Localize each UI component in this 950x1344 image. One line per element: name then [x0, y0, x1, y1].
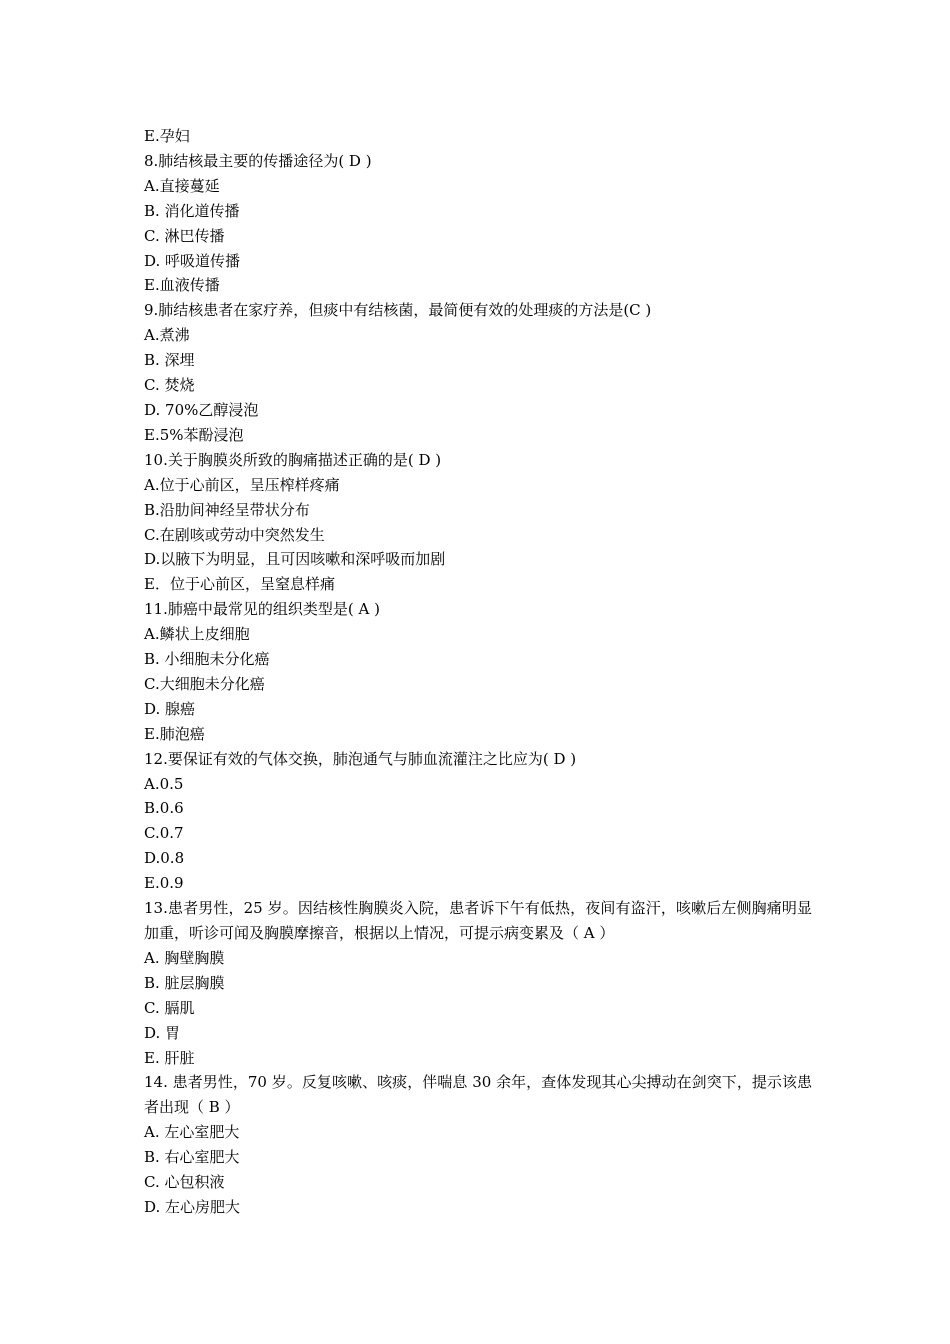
question-text: 12.要保证有效的气体交换，肺泡通气与肺血流灌注之比应为( D ) — [144, 749, 577, 768]
option-text: D. 呼吸道传播 — [144, 251, 241, 270]
option-text: C. 淋巴传播 — [144, 226, 225, 245]
question-text: 10.关于胸膜炎所致的胸痛描述正确的是( D ) — [144, 450, 442, 469]
document-page — [144, 124, 812, 1220]
option-text: A.0.5 — [144, 774, 184, 793]
option-text: E.肺泡癌 — [144, 724, 205, 743]
option-text: A. 左心室肥大 — [144, 1123, 240, 1142]
option-text: A.直接蔓延 — [144, 176, 220, 195]
option-text: A.煮沸 — [144, 326, 190, 345]
option-text: D.以腋下为明显，且可因咳嗽和深呼吸而加剧 — [144, 550, 446, 569]
option-text: C.0.7 — [144, 824, 184, 843]
question-text: 8.肺结核最主要的传播途径为( D ) — [144, 151, 372, 170]
option-text: E．位于心前区，呈窒息样痛 — [144, 575, 335, 594]
option-text: C.大细胞未分化癌 — [144, 674, 265, 693]
option-text: C. 焚烧 — [144, 376, 195, 395]
option-text: B.0.6 — [144, 799, 184, 818]
option-text: D.0.8 — [144, 849, 185, 868]
option-text: A.位于心前区，呈压榨样疼痛 — [144, 475, 340, 494]
option-text: E.5%苯酚浸泡 — [144, 425, 244, 444]
option-text: E.0.9 — [144, 874, 184, 893]
option-text: A. 胸壁胸膜 — [144, 948, 225, 967]
question-text: 9.肺结核患者在家疗养，但痰中有结核菌，最简便有效的处理痰的方法是(C ) — [144, 301, 652, 320]
option-text: E. 肝脏 — [144, 1048, 195, 1067]
option-text: D. 胃 — [144, 1023, 181, 1042]
option-text: A.鳞状上皮细胞 — [144, 625, 250, 644]
question-text: 13.患者男性，25 岁。因结核性胸膜炎入院，患者诉下午有低热，夜间有盗汗，咳嗽后左侧胸痛明显加重，听诊可闻及胸膜摩擦音，根据以上情况，可提示病变累及（ A ） — [144, 899, 812, 942]
option-text: B. 深埋 — [144, 351, 195, 370]
option-text: D. 左心房肥大 — [144, 1197, 241, 1216]
option-text: C. 心包积液 — [144, 1173, 225, 1192]
option-text: B.沿肋间神经呈带状分布 — [144, 500, 310, 519]
option-text: B. 右心室肥大 — [144, 1148, 240, 1167]
question-text: 14. 患者男性，70 岁。反复咳嗽、咳痰，伴喘息 30 余年，查体发现其心尖搏动在剑突下，提示该患者出现（ B ） — [144, 1073, 812, 1117]
option-text: D. 70%乙醇浸泡 — [144, 400, 259, 419]
option-text: E.血液传播 — [144, 276, 220, 295]
option-text: C. 膈肌 — [144, 998, 195, 1017]
option-text: C.在剧咳或劳动中突然发生 — [144, 525, 325, 544]
option-text: B. 脏层胸膜 — [144, 973, 225, 992]
option-text: E.孕妇 — [144, 127, 190, 145]
option-text: B. 小细胞未分化癌 — [144, 650, 270, 669]
question-text: 11.肺癌中最常见的组织类型是( A ) — [144, 600, 380, 619]
option-text: B. 消化道传播 — [144, 201, 240, 220]
option-text: D. 腺癌 — [144, 699, 196, 718]
